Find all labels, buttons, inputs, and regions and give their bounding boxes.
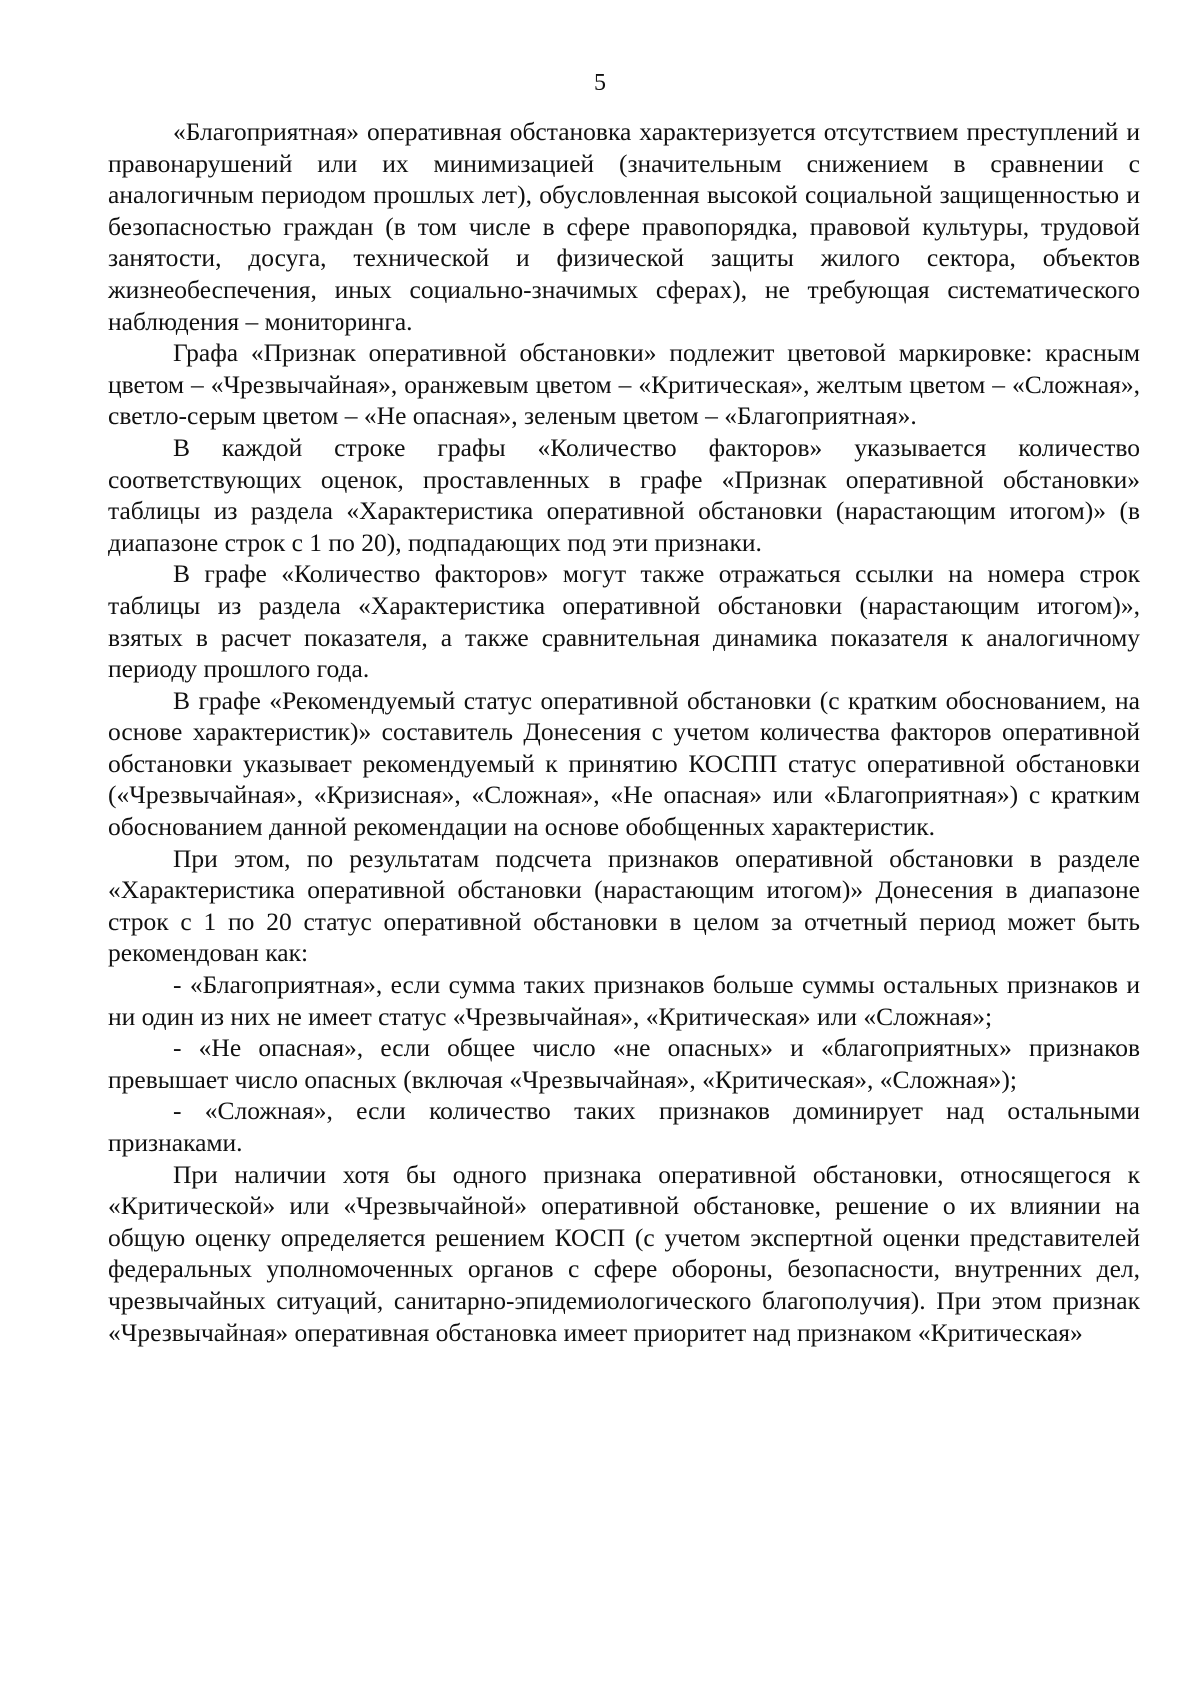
- paragraph-factor-references: В графе «Количество факторов» могут также отражаться ссылки на номера строк таблицы из раздела «Характеристика оперативной обстановки (нарастающим итогом)», взятых в расчет показателя, а также сравнительная динамика показателя к аналогичному периоду прошлого года.: [108, 559, 1140, 684]
- paragraph-counting-results: При этом, по результатам подсчета признаков оперативной обстановки в разделе «Характеристика оперативной обстановки (нарастающим итогом)» Донесения в диапазоне строк с 1 по 20 статус оперативной обстановки в целом за отчетный период может быть рекомендован как:: [108, 843, 1140, 968]
- paragraph-recommended-status: В графе «Рекомендуемый статус оперативной обстановки (с кратким обоснованием, на основе характеристик)» составитель Донесения с учетом количества факторов оперативной обстановки указывает рекомендуемый к принятию КОСПП статус оперативной обстановки («Чрезвычайная», «Кризисная», «Сложная», «Не опасная» или «Благоприятная») с кратким обоснованием данной рекомендации на основе обобщенных характеристик.: [108, 685, 1140, 842]
- list-item-favorable: - «Благоприятная», если сумма таких признаков больше суммы остальных признаков и ни один из них не имеет статус «Чрезвычайная», «Критическая» или «Сложная»;: [108, 970, 1140, 1031]
- paragraph-factor-count: В каждой строке графы «Количество факторов» указывается количество соответствующих оценок, проставленных в графе «Признак оперативной обстановки» таблицы из раздела «Характеристика оперативной обстановки (нарастающим итогом)» (в диапазоне строк с 1 по 20), подпадающих под эти признаки.: [108, 432, 1140, 557]
- page-number: 5: [594, 70, 606, 96]
- paragraph-critical-priority: При наличии хотя бы одного признака оперативной обстановки, относящегося к «Критической» или «Чрезвычайной» оперативной обстановке, решение о их влиянии на общую оценку определяется решением КОСП (с учетом экспертной оценки представителей федеральных уполномоченных органов с сфере обороны, безопасности, внутренних дел, чрезвычайных ситуаций, санитарно-эпидемиологического благополучия). При этом признак «Чрезвычайная» оперативная обстановка имеет приоритет над признаком «Критическая»: [108, 1159, 1140, 1347]
- paragraph-color-marking: Графа «Признак оперативной обстановки» подлежит цветовой маркировке: красным цветом – «Чрезвычайная», оранжевым цветом – «Критическая», желтым цветом – «Сложная», светло-серым цветом – «Не опасная», зеленым цветом – «Благоприятная».: [108, 338, 1140, 431]
- list-item-complex: - «Сложная», если количество таких признаков доминирует над остальными признаками.: [108, 1096, 1140, 1157]
- document-body: [108, 116, 1140, 1348]
- list-item-not-dangerous: - «Не опасная», если общее число «не опасных» и «благоприятных» признаков превышает число опасных (включая «Чрезвычайная», «Критическая», «Сложная»);: [108, 1033, 1140, 1094]
- paragraph-favorable-definition: «Благоприятная» оперативная обстановка характеризуется отсутствием преступлений и правонарушений или их минимизацией (значительным снижением в сравнении с аналогичным периодом прошлых лет), обусловленная высокой социальной защищенностью и безопасностью граждан (в том числе в сфере правопорядка, правовой культуры, трудовой занятости, досуга, технической и физической защиты жилого сектора, объектов жизнеобеспечения, иных социально-значимых сферах), не требующая систематического наблюдения – мониторинга.: [108, 117, 1140, 336]
